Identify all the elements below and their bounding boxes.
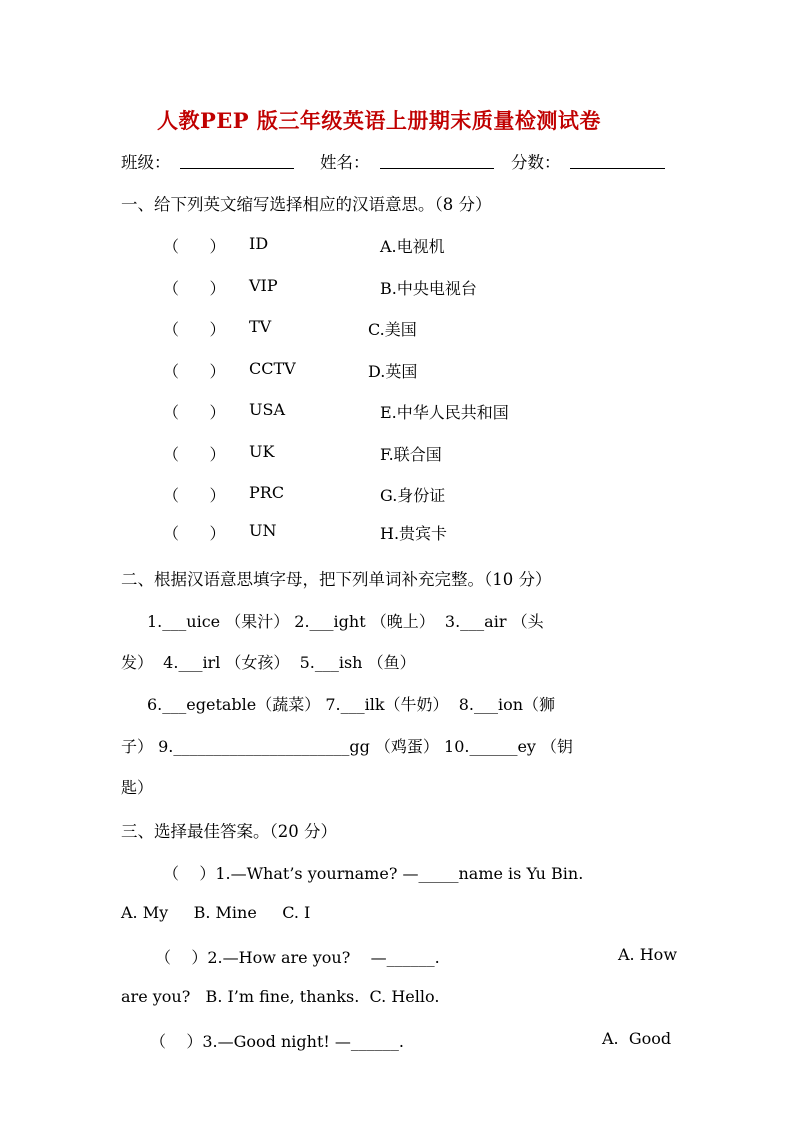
section2-heading: 二、根据汉语意思填字母，把下列单词补充完整。（10 分） — [121, 570, 552, 589]
answer-paren[interactable]: （ ） — [163, 403, 226, 422]
score-blank[interactable] — [570, 152, 665, 169]
answer-paren[interactable]: （ ） — [163, 362, 226, 381]
option: G.身份证 — [380, 486, 446, 505]
question-2: （ ）2.—How are you? —______. — [155, 948, 440, 967]
abbr: CCTV — [249, 359, 296, 378]
option: B.中央电视台 — [380, 279, 477, 298]
abbr: VIP — [249, 276, 278, 295]
class-label: 班级： — [121, 153, 171, 172]
question-2-options: are you? B. I’m fine, thanks. C. Hello. — [121, 987, 440, 1006]
abbr: ID — [249, 234, 269, 253]
abbr: TV — [249, 317, 272, 336]
question-2-option-a: A. How — [618, 945, 678, 964]
fill-line-4: 子） 9.______________________gg （鸡蛋） 10.______ey （钥 — [121, 737, 574, 756]
fill-line-2: 发） 4.___irl （女孩） 5.___ish （鱼） — [121, 653, 416, 672]
name-label: 姓名： — [320, 153, 370, 172]
section3-heading: 三、选择最佳答案。（20 分） — [121, 822, 337, 841]
question-3-option-a: A. Good — [602, 1029, 672, 1048]
option: C.美国 — [368, 320, 417, 339]
fill-line-1: 1.___uice （果汁） 2.___ight （晚上） 3.___air （头 — [147, 612, 544, 631]
name-blank[interactable] — [380, 152, 494, 169]
abbr: UN — [249, 521, 277, 540]
answer-paren[interactable]: （ ） — [163, 486, 226, 505]
answer-paren[interactable]: （ ） — [163, 445, 226, 464]
question-1: （ ）1.—What’s yourname? —_____name is Yu Bin. — [163, 864, 584, 883]
abbr: UK — [249, 442, 275, 461]
question-1-options: A. My B. Mine C. I — [121, 903, 311, 922]
answer-paren[interactable]: （ ） — [163, 237, 226, 256]
option: A.电视机 — [380, 237, 445, 256]
section1-heading: 一、给下列英文缩写选择相应的汉语意思。（8 分） — [121, 195, 492, 214]
class-blank[interactable] — [180, 152, 294, 169]
answer-paren[interactable]: （ ） — [163, 279, 226, 298]
question-3: （ ）3.—Good night! —______. — [150, 1032, 404, 1051]
option: H.贵宾卡 — [380, 524, 448, 543]
option: E.中华人民共和国 — [380, 403, 509, 422]
answer-paren[interactable]: （ ） — [163, 524, 226, 543]
score-label: 分数： — [511, 153, 561, 172]
page-title: 人教PEP 版三年级英语上册期末质量检测试卷 — [157, 108, 601, 133]
fill-line-5: 匙） — [121, 778, 154, 797]
fill-line-3: 6.___egetable（蔬菜） 7.___ilk（牛奶） 8.___ion（狮 — [147, 695, 556, 714]
abbr: USA — [249, 400, 285, 419]
answer-paren[interactable]: （ ） — [163, 320, 226, 339]
option: D.英国 — [368, 362, 418, 381]
abbr: PRC — [249, 483, 285, 502]
option: F.联合国 — [380, 445, 442, 464]
